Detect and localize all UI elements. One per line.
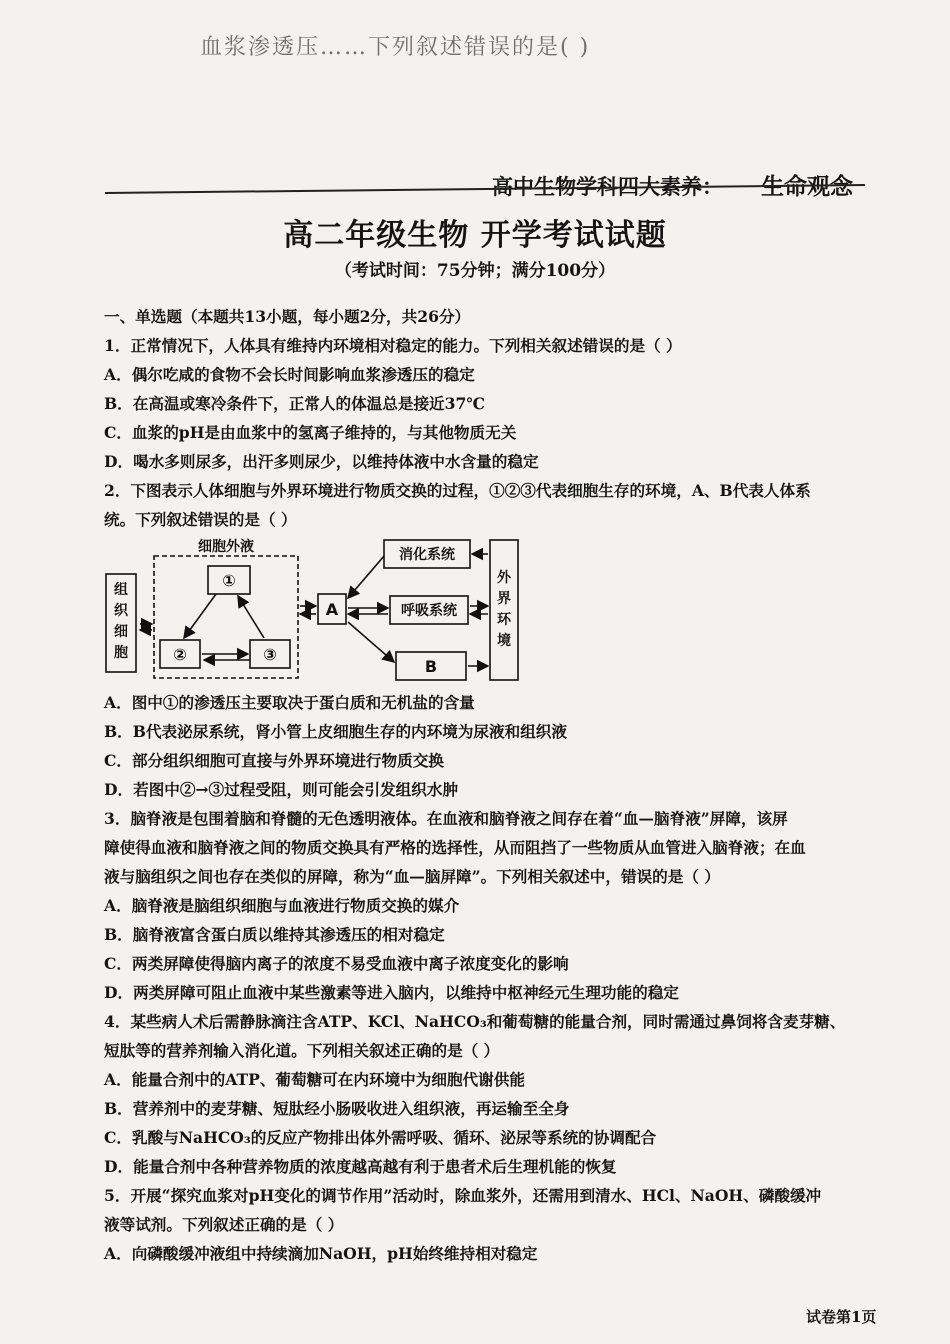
option-a: A．偶尔吃咸的食物不会长时间影响血浆渗透压的稳定 <box>104 365 475 384</box>
node-3-label: ③ <box>263 645 277 664</box>
question-stem: 液与脑组织之间也存在类似的屏障，称为“血—脑屏障”。下列相关叙述中，错误的是（ ） <box>104 867 720 886</box>
question-5 <box>104 1181 864 1268</box>
system-a-label: A <box>325 600 339 619</box>
option-d: D．喝水多则尿多，出汗多则尿少，以维持体液中水含量的稳定 <box>104 452 539 471</box>
question-stem: 2．下图表示人体细胞与外界环境进行物质交换的过程，①②③代表细胞生存的环境，A、B代表人体系 <box>104 481 811 500</box>
option-b: B．脑脊液富含蛋白质以维持其渗透压的相对稳定 <box>104 925 445 944</box>
exam-content <box>104 302 864 1268</box>
option-c: C．血浆的pH是由血浆中的氢离子维持的，与其他物质无关 <box>104 423 517 442</box>
environment-label: 外界环境 <box>497 570 511 649</box>
core-literacy-label: 高中生物学科四大素养： <box>492 174 723 199</box>
exchange-diagram-svg <box>104 536 534 684</box>
ecf-label: 细胞外液 <box>198 539 254 555</box>
node-2-label: ② <box>173 645 187 664</box>
system-b-label: B <box>424 657 438 676</box>
exam-title: 高二年级生物 开学考试试题 <box>283 218 667 253</box>
question-stem: 障使得血液和脑脊液之间的物质交换具有严格的选择性，从而阻挡了一些物质从血管进入脑脊液；在血 <box>104 838 806 857</box>
exchange-diagram <box>104 536 534 684</box>
option-a: A．图中①的渗透压主要取决于蛋白质和无机盐的含量 <box>104 693 475 712</box>
page-number: 试卷第1页 <box>806 1308 877 1326</box>
option-b: B．在高温或寒冷条件下，正常人的体温总是接近37℃ <box>104 394 486 413</box>
question-stem: 短肽等的营养剂输入消化道。下列相关叙述正确的是（ ） <box>104 1041 500 1060</box>
question-stem: 1．正常情况下，人体具有维持内环境相对稳定的能力。下列相关叙述错误的是（ ） <box>104 336 682 355</box>
option-b: B．B代表泌尿系统，肾小管上皮细胞生存的内环境为尿液和组织液 <box>104 722 567 741</box>
section-heading: 一、单选题（本题共13小题，每小题2分，共26分） <box>104 307 471 326</box>
exam-subtitle: （考试时间：75分钟；满分100分） <box>334 261 616 281</box>
core-literacy-value: 生命观念 <box>761 173 853 200</box>
option-d: D．能量合剂中各种营养物质的浓度越高越有利于患者术后生理机能的恢复 <box>104 1157 617 1176</box>
question-stem: 液等试剂。下列叙述正确的是（ ） <box>104 1215 344 1234</box>
question-stem: 4．某些病人术后需静脉滴注含ATP、KCl、NaHCO₃和葡萄糖的能量合剂，同时需通过鼻饲将含麦芽糖、 <box>104 1012 846 1031</box>
question-stem: 5．开展“探究血浆对pH变化的调节作用”活动时，除血浆外，还需用到清水、HCl、NaOH、磷酸缓冲 <box>104 1186 822 1205</box>
option-a: A．能量合剂中的ATP、葡萄糖可在内环境中为细胞代谢供能 <box>104 1070 525 1089</box>
option-c: C．两类屏障使得脑内离子的浓度不易受血液中离子浓度变化的影响 <box>104 954 569 973</box>
question-stem: 3．脑脊液是包围着脑和脊髓的无色透明液体。在血液和脑脊液之间存在着“血—脑脊液”屏障，该屏 <box>104 809 788 828</box>
option-b: B．营养剂中的麦芽糖、短肽经小肠吸收进入组织液，再运输至全身 <box>104 1099 570 1118</box>
question-4 <box>104 1007 864 1181</box>
question-stem: 统。下列叙述错误的是（ ） <box>104 510 297 529</box>
option-d: D．若图中②→③过程受阻，则可能会引发组织水肿 <box>104 780 459 799</box>
question-2 <box>104 476 864 804</box>
faint-top-text: 血浆渗透压……下列叙述错误的是( ) <box>200 35 591 60</box>
digestive-label: 消化系统 <box>399 547 455 563</box>
respiratory-label: 呼吸系统 <box>401 603 457 619</box>
option-a: A．向磷酸缓冲液组中持续滴加NaOH，pH始终维持相对稳定 <box>104 1244 538 1263</box>
option-c: C．部分组织细胞可直接与外界环境进行物质交换 <box>104 751 444 770</box>
option-c: C．乳酸与NaHCO₃的反应产物排出体外需呼吸、循环、泌尿等系统的协调配合 <box>104 1128 657 1147</box>
node-1-label: ① <box>222 571 236 590</box>
option-a: A．脑脊液是脑组织细胞与血液进行物质交换的媒介 <box>104 896 460 915</box>
tissue-cell-label: 组织细胞 <box>109 580 133 664</box>
option-d: D．两类屏障可阻止血液中某些激素等进入脑内，以维持中枢神经元生理功能的稳定 <box>104 983 679 1002</box>
question-3 <box>104 804 864 1007</box>
question-1 <box>104 331 864 476</box>
